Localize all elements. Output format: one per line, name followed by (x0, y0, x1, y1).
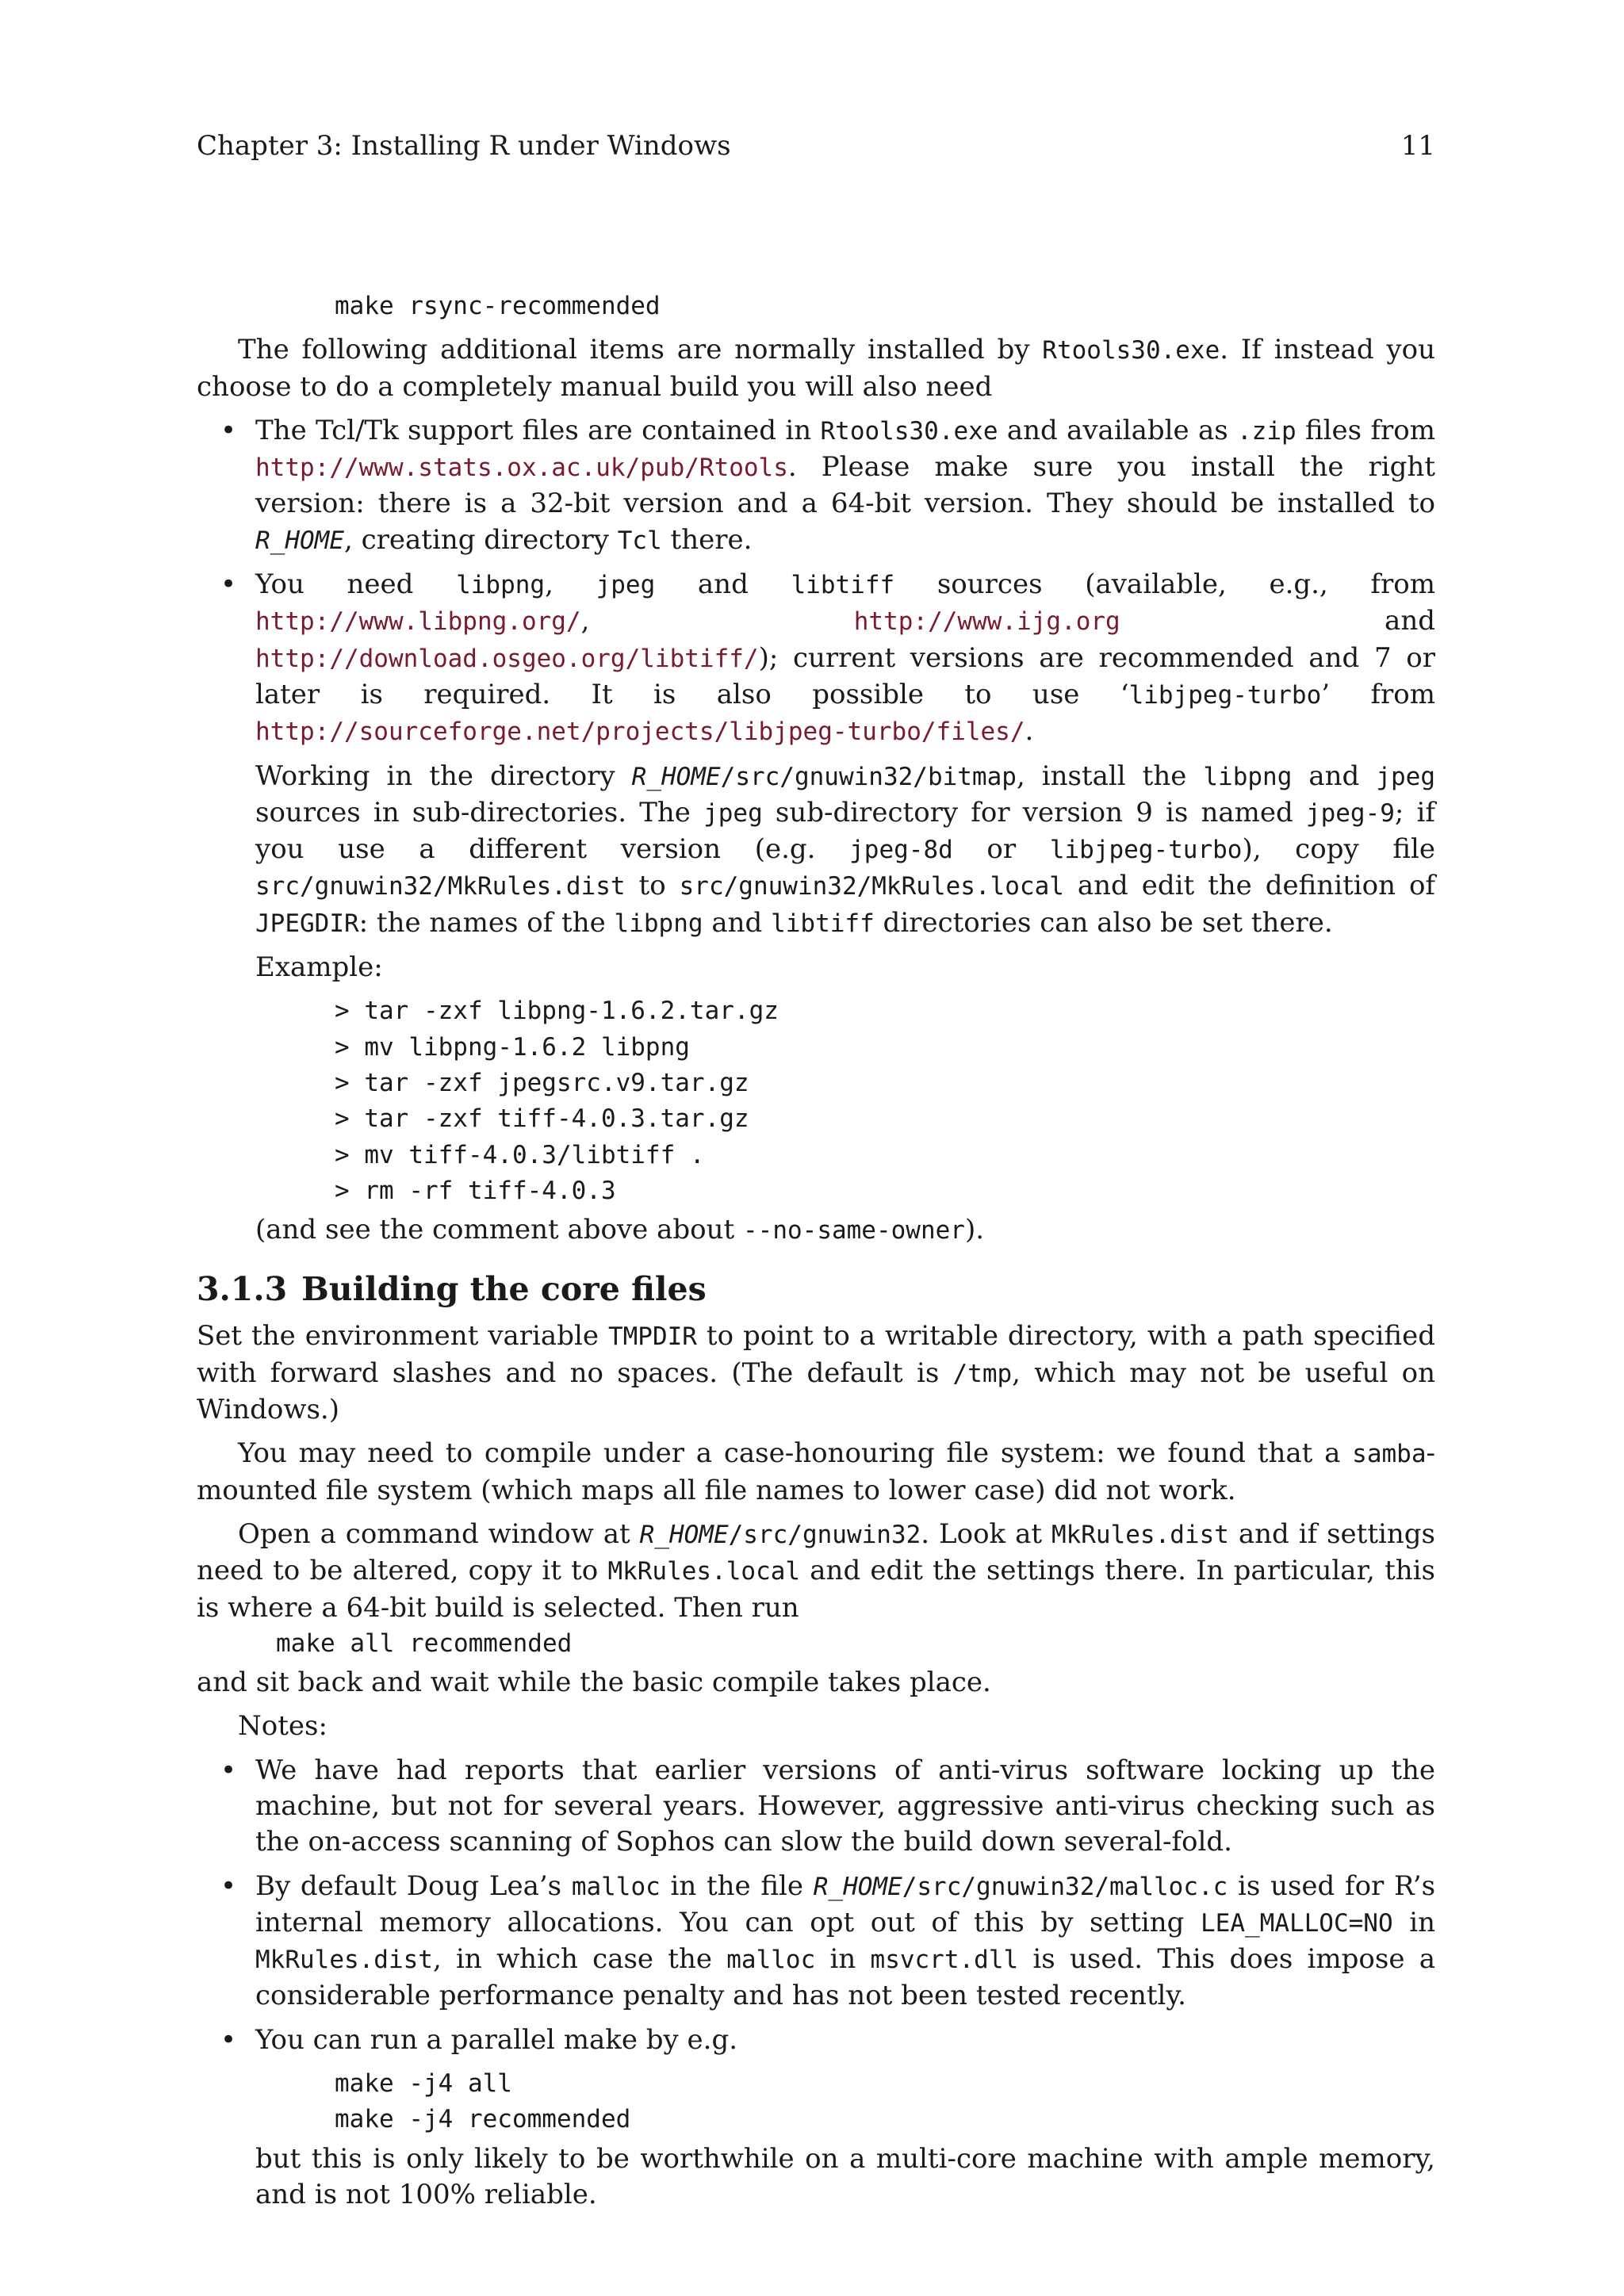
paragraph: but this is only likely to be worthwhile on a multi-core machine with ample memory, and is not 100% reliable. (255, 2142, 1435, 2210)
section-heading: 3.1.3 Building the core files (197, 1270, 707, 1309)
code-line: > rm -rf tiff-4.0.3 (335, 1176, 616, 1205)
bullet-icon: • (220, 568, 237, 601)
code-block: make all recommended (276, 1628, 573, 1658)
code-line: > mv tiff-4.0.3/libtiff . (335, 1140, 705, 1169)
bullet-icon: • (220, 1754, 237, 1786)
paragraph: Working in the directory R_HOME/src/gnuwin32/bitmap, install the libpng and jpeg sources in sub-directories. The jpeg sub-directory for version 9 is named jpeg-9; if you use a different version (e.g. jpeg-8d or libjpeg-turbo), copy file src/gnuwin32/MkRules.dist to src/gnuwin32/MkRules.local and edit the definition of JPEGDIR: the names of the libpng and libtiff directories can also be set there. (255, 760, 1435, 939)
link-ijg[interactable]: http://www.ijg.org (853, 607, 1120, 637)
example-label: Example: (255, 951, 383, 984)
paragraph: You need libpng, jpeg and libtiff sources (available, e.g., from http://www.libpng.org/, http://www.ijg.org and http://download.osgeo.org/libtiff/); current versions are recommended and 7 or later is required. It is also possible to use ‘libjpeg-turbo’ from http://sourceforge.net/projects/libjpeg-turbo/files/. (255, 568, 1436, 748)
bullet-icon: • (220, 1869, 237, 1902)
link-rtools[interactable]: http://www.stats.ox.ac.uk/pub/Rtools (255, 453, 788, 483)
code-line: > tar -zxf libpng-1.6.2.tar.gz (335, 997, 779, 1026)
paragraph: We have had reports that earlier versions of anti-virus software locking up the machine, but not for several years. However, aggressive anti-virus checking such as the on-access scanning of Sophos can slow the build down several-fold. (255, 1754, 1435, 1858)
list-item (197, 1869, 1435, 2015)
bullet-icon: • (220, 414, 237, 446)
code-line: > tar -zxf tiff-4.0.3.tar.gz (335, 1104, 749, 1134)
paragraph: You may need to compile under a case-honouring file system: we found that a samba-mounted file system (which maps all file names to lower case) did not work. (197, 1437, 1435, 1506)
code-line: make -j4 all (335, 2069, 512, 2099)
list-item (197, 567, 1435, 1249)
link-libjpeg-turbo[interactable]: http://sourceforge.net/projects/libjpeg-turbo/files/ (255, 718, 1025, 747)
paragraph: The following additional items are normally installed by Rtools30.exe. If instead you choose to do a completely manual build you will also need (197, 334, 1435, 403)
link-libtiff[interactable]: http://download.osgeo.org/libtiff/ (255, 644, 759, 673)
link-libpng[interactable]: http://www.libpng.org/ (255, 607, 581, 637)
paragraph: Set the environment variable TMPDIR to point to a writable directory, with a path specified with forward slashes and no spaces. (The default is /tmp, which may not be useful on Windows.) (197, 1320, 1435, 1426)
code-line: make -j4 recommended (335, 2105, 631, 2134)
paragraph: The Tcl/Tk support files are contained in Rtools30.exe and available as .zip files from http://www.stats.ox.ac.uk/pub/Rtools. Please make sure you install the right version: there is a 32-bit version and a 64-bit version. They should be installed to R_HOME, creating directory Tcl there. (255, 414, 1435, 556)
code-block: make rsync-recommended (335, 292, 661, 320)
list-item (197, 413, 1435, 559)
code-line: > tar -zxf jpegsrc.v9.tar.gz (335, 1068, 749, 1097)
list-item (197, 1753, 1435, 1861)
paragraph: By default Doug Lea’s malloc in the file R_HOME/src/gnuwin32/malloc.c is used for R’s internal memory allocations. You can opt out of this by setting LEA_MALLOC=NO in MkRules.dist, in which case the malloc in msvcrt.dll is used. This does impose a considerable performance penalty and has not been tested recently. (255, 1869, 1436, 2012)
example-code-block (255, 993, 1435, 1209)
running-header (197, 128, 1435, 168)
code-block (255, 2066, 1435, 2138)
requirements-list (197, 413, 1435, 1249)
list-item (197, 2022, 1435, 2213)
page-number: 11 (1400, 130, 1435, 162)
chapter-title: Chapter 3: Installing R under Windows (197, 130, 731, 162)
paragraph: You can run a parallel make by e.g. (255, 2023, 738, 2056)
code-line: > mv libpng-1.6.2 libpng (335, 1032, 690, 1062)
bullet-icon: • (220, 2023, 237, 2056)
notes-list (197, 1753, 1435, 2214)
notes-label: Notes: (238, 1710, 327, 1743)
paragraph: (and see the comment above about --no-same-owner). (255, 1214, 985, 1246)
paragraph: Open a command window at R_HOME/src/gnuwin32. Look at MkRules.dist and if settings need to be altered, copy it to MkRules.local and edit the settings there. In particular, this is where a 64-bit build is selected. Then run (197, 1517, 1435, 1624)
page-content (197, 289, 1435, 2213)
paragraph: and sit back and wait while the basic compile takes place. (197, 1667, 991, 1699)
